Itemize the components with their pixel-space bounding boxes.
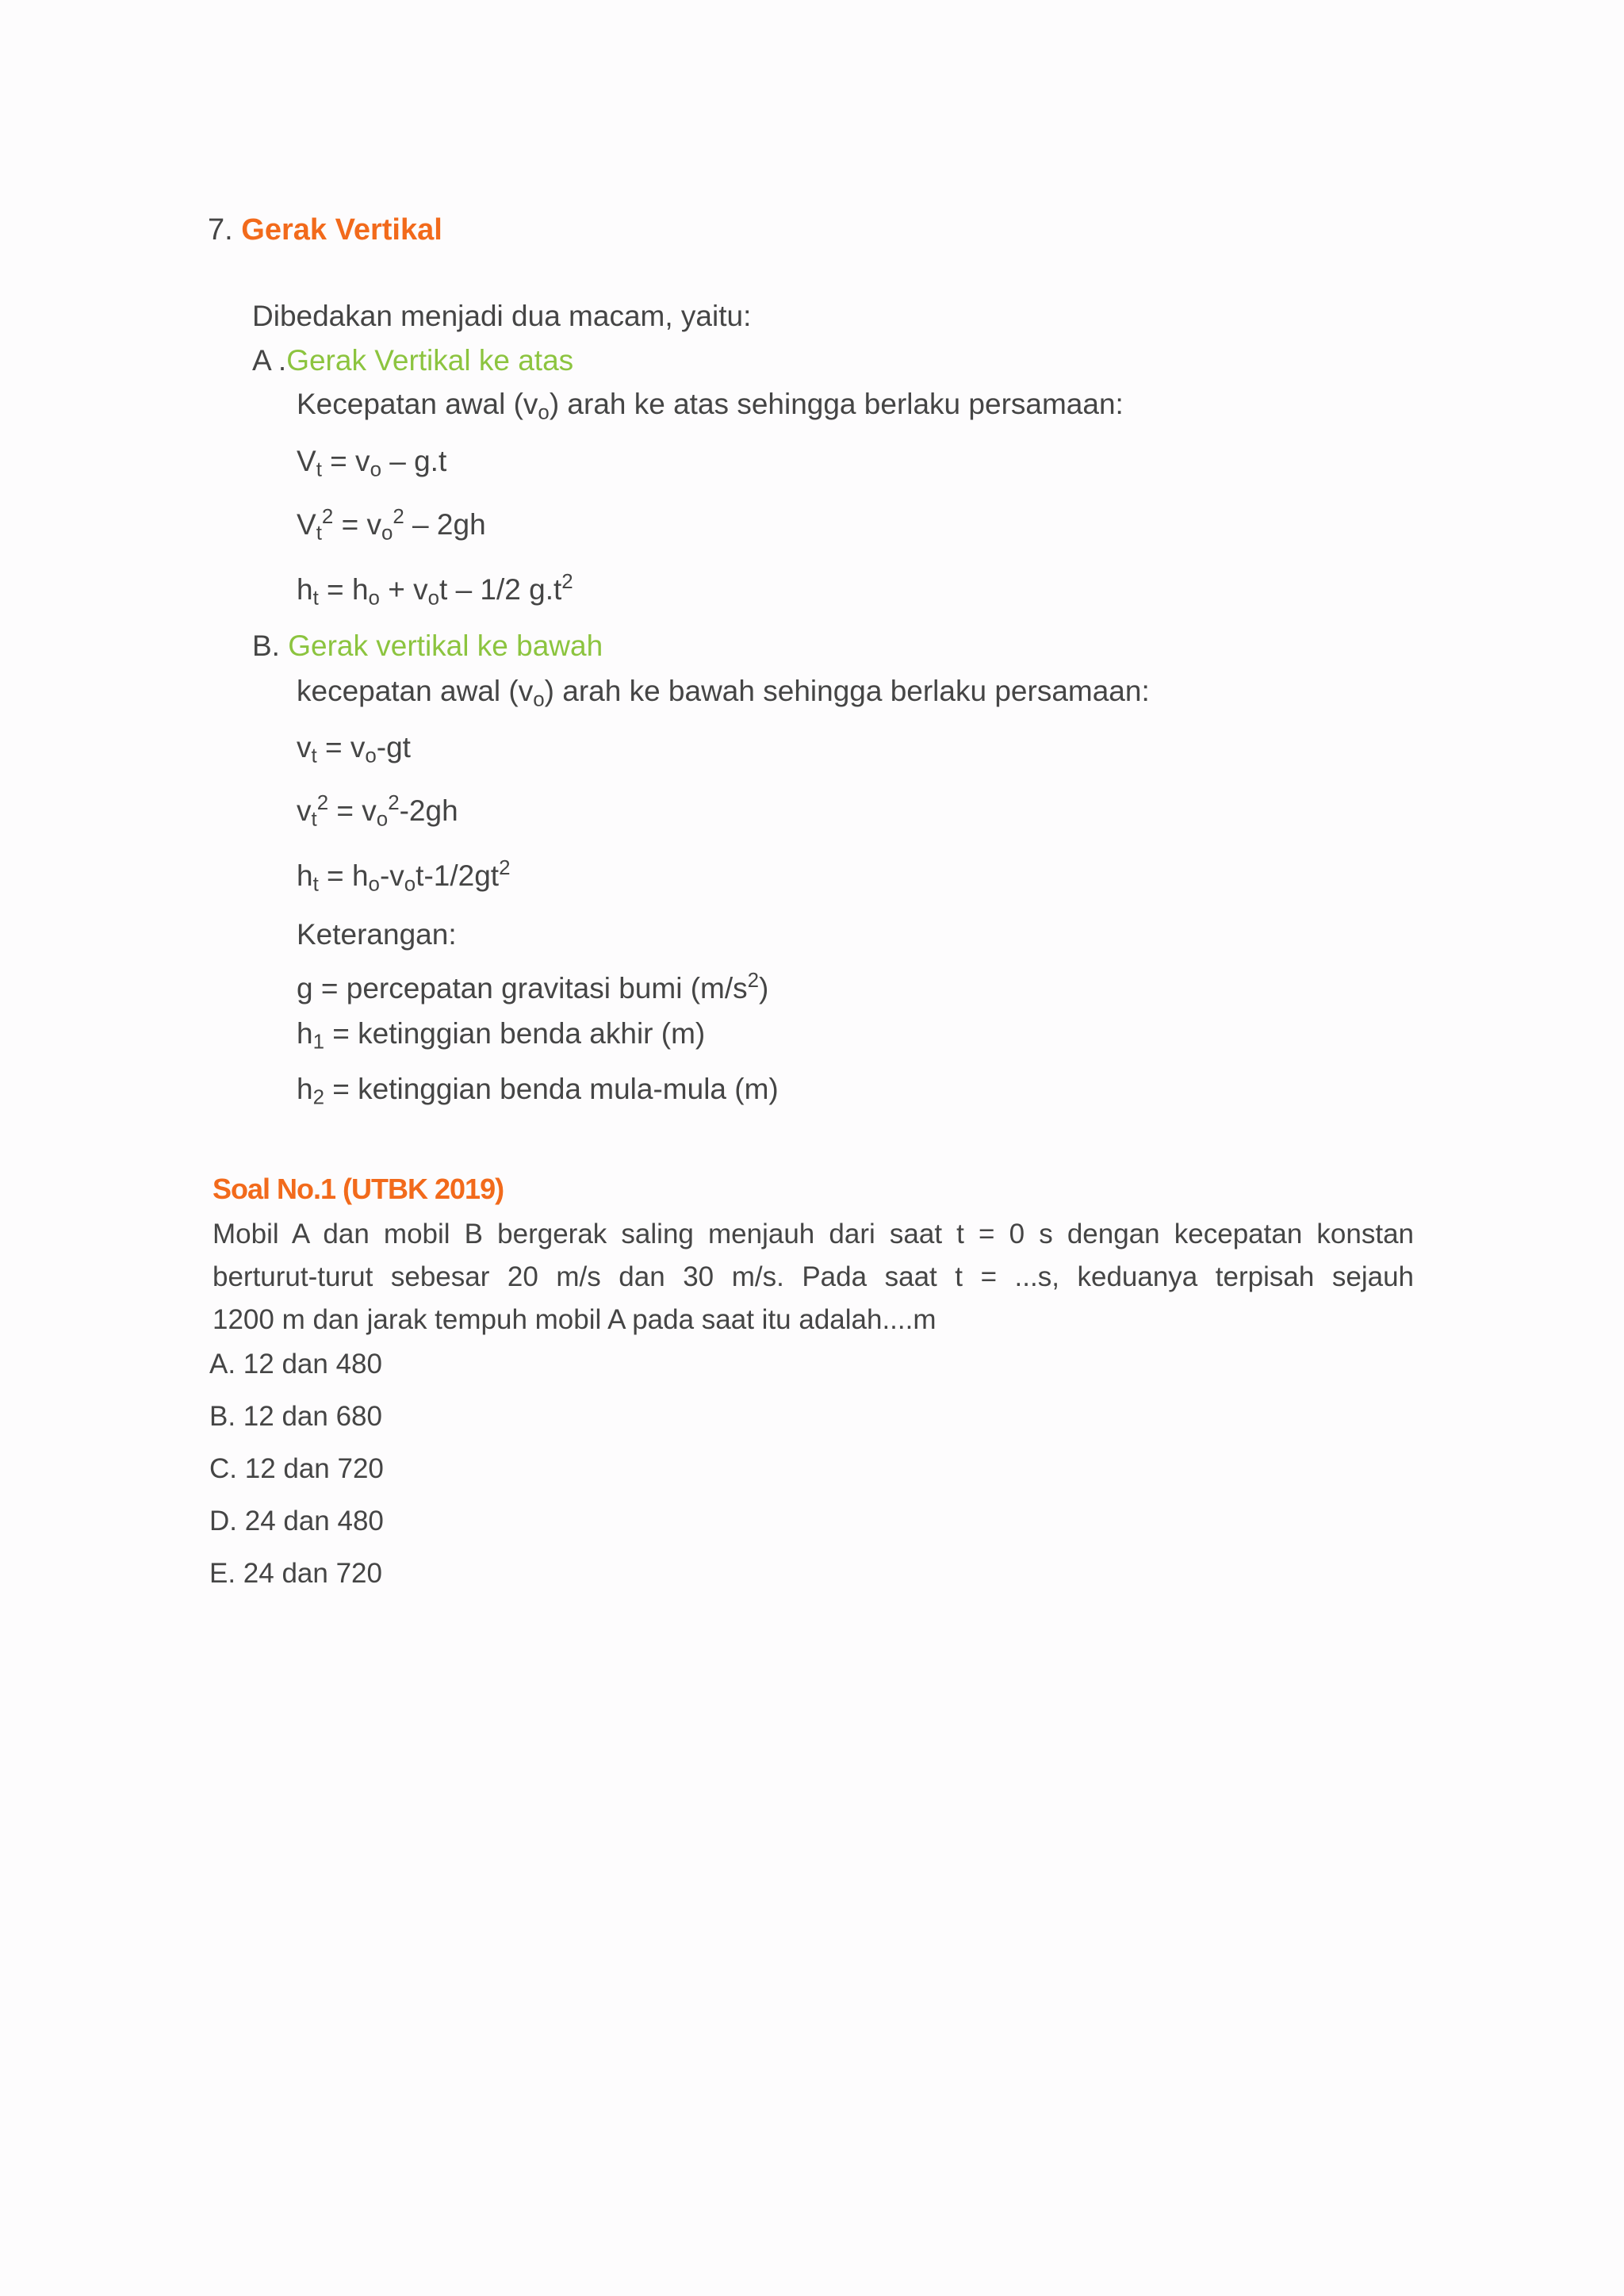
part-b-title: Gerak vertikal ke bawah [288,629,603,662]
option-c: C. 12 dan 720 [209,1453,384,1484]
section-title: Gerak Vertikal [241,213,442,247]
question-line: berturut-turut sebesar 20 m/s dan 30 m/s. Pada saat t = ...s, keduanya terpisah sejauh [213,1261,1414,1292]
keterangan-h2: $h_2$ = ketinggian benda mula-mula (m) [297,1073,779,1109]
part-a-prefix: A . [252,344,287,377]
option-b: B. 12 dan 680 [209,1401,382,1432]
part-a-title: Gerak Vertikal ke atas [286,344,574,377]
option-d: D. 24 dan 480 [209,1506,384,1536]
equation-b1: $v_t = v_o-gt$ [297,731,411,767]
part-a-heading [252,343,573,378]
question-line: 1200 m dan jarak tempuh mobil A pada saat itu adalah....m [213,1304,936,1335]
keterangan-label: Keterangan: [297,918,457,951]
section-intro: Dibedakan menjadi dua macam, yaitu: [252,300,752,332]
question-line: Mobil A dan mobil B bergerak saling menjauh dari saat t = 0 s dengan kecepatan konstan [213,1219,1414,1249]
section-number: 7. [208,213,233,247]
equation-a3: $h_t = h_o + v_ot - 1/2$ $g.t^2$ [297,570,573,610]
section-heading [208,212,442,249]
equation-a2: $V_t^2 = v_o^2 - 2gh$ [297,505,486,545]
keterangan-h1: $h_1$ = ketinggian benda akhir (m) [297,1017,706,1054]
part-b-description: kecepatan awal $(v_o)$ arah ke bawah sehingga berlaku persamaan: [297,675,1150,711]
question-title: Soal No.1 (UTBK 2019) [213,1173,504,1205]
part-b-heading [252,629,603,664]
equation-b2: $v_t^2 = v_o^2-2gh$ [297,791,458,831]
option-e: E. 24 dan 720 [209,1558,382,1589]
option-a: A. 12 dan 480 [209,1349,382,1380]
question-text [213,1213,1414,1341]
equation-b3: $h_t = h_o-v_ot-1/2gt^2$ [297,856,511,896]
equation-a1: $V_t = v_o - g.t$ [297,445,447,481]
keterangan-g: g = percepatan gravitasi bumi $(m/s^2)$ [297,969,769,1004]
part-a-description: Kecepatan awal $(v_o)$ arah ke atas sehingga berlaku persamaan: [297,388,1124,424]
part-b-prefix: B. [252,629,289,662]
